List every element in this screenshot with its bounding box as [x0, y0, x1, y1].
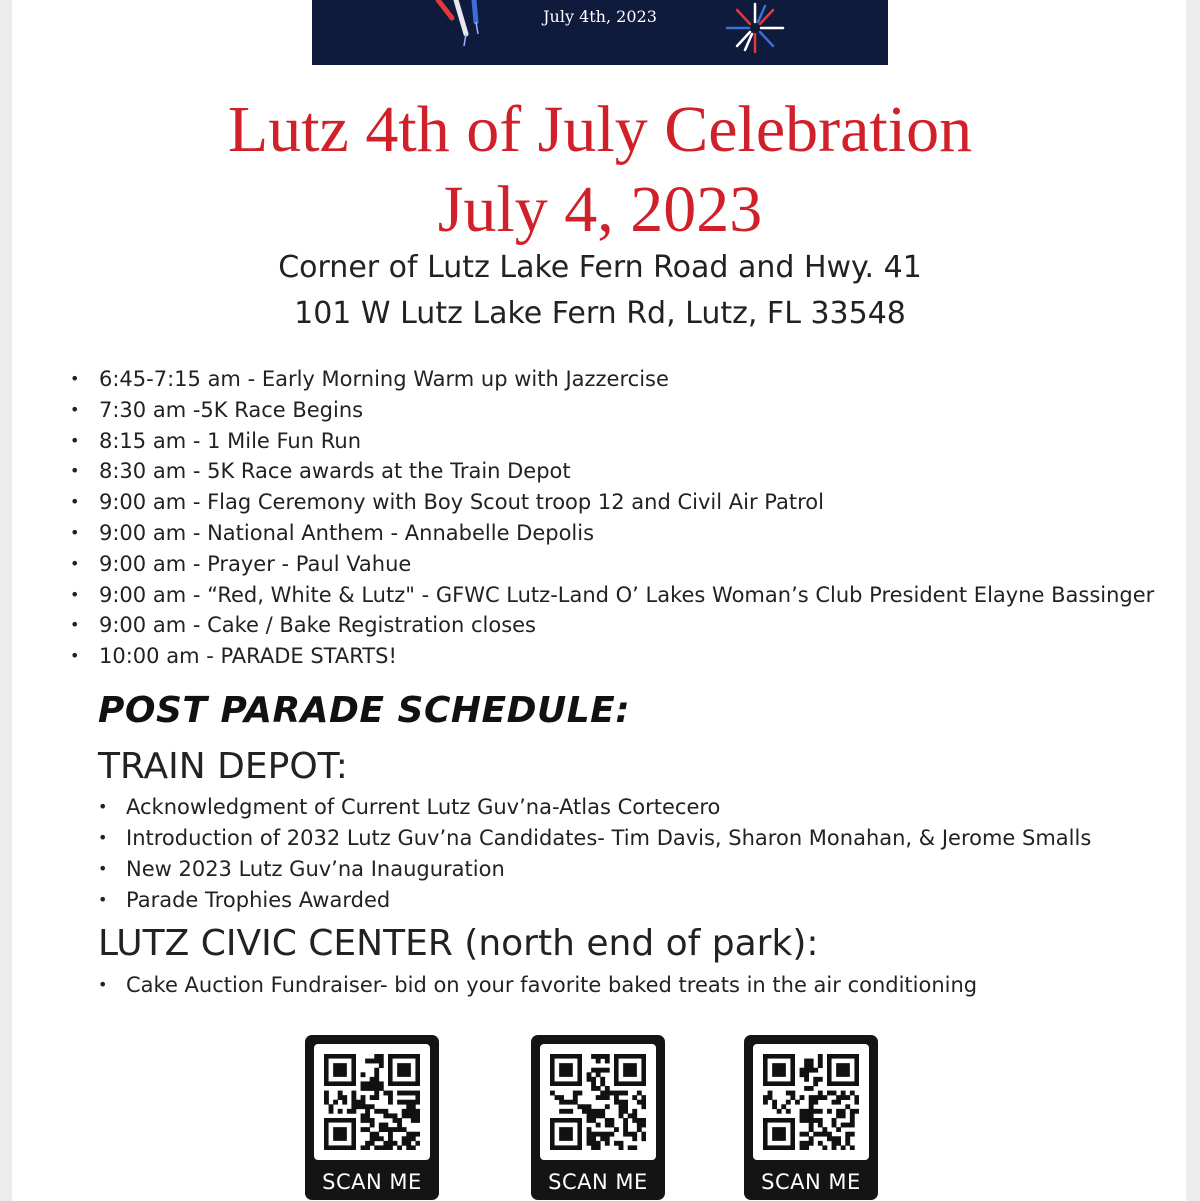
- location-line-1: Corner of Lutz Lake Fern Road and Hwy. 41: [278, 250, 922, 285]
- train-depot-heading: TRAIN DEPOT:: [98, 746, 348, 787]
- morning-schedule-list: [70, 364, 1180, 672]
- list-item: • 9:00 am - Cake / Bake Registration closes: [70, 610, 1180, 641]
- scan-me-label: SCAN ME: [761, 1170, 861, 1194]
- event-date: July 4, 2023: [437, 173, 763, 246]
- train-depot-list: [98, 792, 1158, 916]
- qr-code-card-1[interactable]: [305, 1035, 439, 1200]
- list-item: • 6:45-7:15 am - Early Morning Warm up with Jazzercise: [70, 364, 1180, 395]
- qr-code-icon: [540, 1044, 656, 1160]
- list-item: • 9:00 am - National Anthem - Annabelle Depolis: [70, 518, 1180, 549]
- list-item: • Cake Auction Fundraiser- bid on your favorite baked treats in the air conditioning: [98, 970, 1158, 1001]
- scan-me-label: SCAN ME: [548, 1170, 648, 1194]
- qr-code-icon: [314, 1044, 430, 1160]
- list-item: • 9:00 am - Flag Ceremony with Boy Scout troop 12 and Civil Air Patrol: [70, 487, 1180, 518]
- qr-code-card-3[interactable]: [744, 1035, 878, 1200]
- firework-burst-icon: [710, 0, 800, 60]
- list-item: • Acknowledgment of Current Lutz Guv’na-Atlas Cortecero: [98, 792, 1158, 823]
- location-line-2: 101 W Lutz Lake Fern Rd, Lutz, FL 33548: [294, 296, 906, 331]
- list-item: • Introduction of 2032 Lutz Guv’na Candidates- Tim Davis, Sharon Monahan, & Jerome Smalls: [98, 823, 1158, 854]
- list-item: • 8:30 am - 5K Race awards at the Train Depot: [70, 456, 1180, 487]
- post-parade-heading: POST PARADE SCHEDULE:: [98, 690, 631, 731]
- list-item: • 10:00 am - PARADE STARTS!: [70, 641, 1180, 672]
- event-title: Lutz 4th of July Celebration: [227, 93, 973, 166]
- civic-center-heading: LUTZ CIVIC CENTER (north end of park):: [98, 923, 819, 964]
- list-item: • 9:00 am - “Red, White & Lutz" - GFWC Lutz-Land O’ Lakes Woman’s Club President Elayne Bassinger: [70, 580, 1180, 611]
- banner-date: July 4th, 2023: [543, 7, 657, 26]
- qr-code-icon: [753, 1044, 869, 1160]
- list-item: • 8:15 am - 1 Mile Fun Run: [70, 426, 1180, 457]
- scan-me-label: SCAN ME: [322, 1170, 422, 1194]
- civic-center-list: [98, 970, 1158, 1001]
- list-item: • New 2023 Lutz Guv’na Inauguration: [98, 854, 1158, 885]
- header-banner: [312, 0, 888, 65]
- list-item: • 7:30 am -5K Race Begins: [70, 395, 1180, 426]
- list-item: • 9:00 am - Prayer - Paul Vahue: [70, 549, 1180, 580]
- list-item: • Parade Trophies Awarded: [98, 885, 1158, 916]
- qr-code-card-2[interactable]: [531, 1035, 665, 1200]
